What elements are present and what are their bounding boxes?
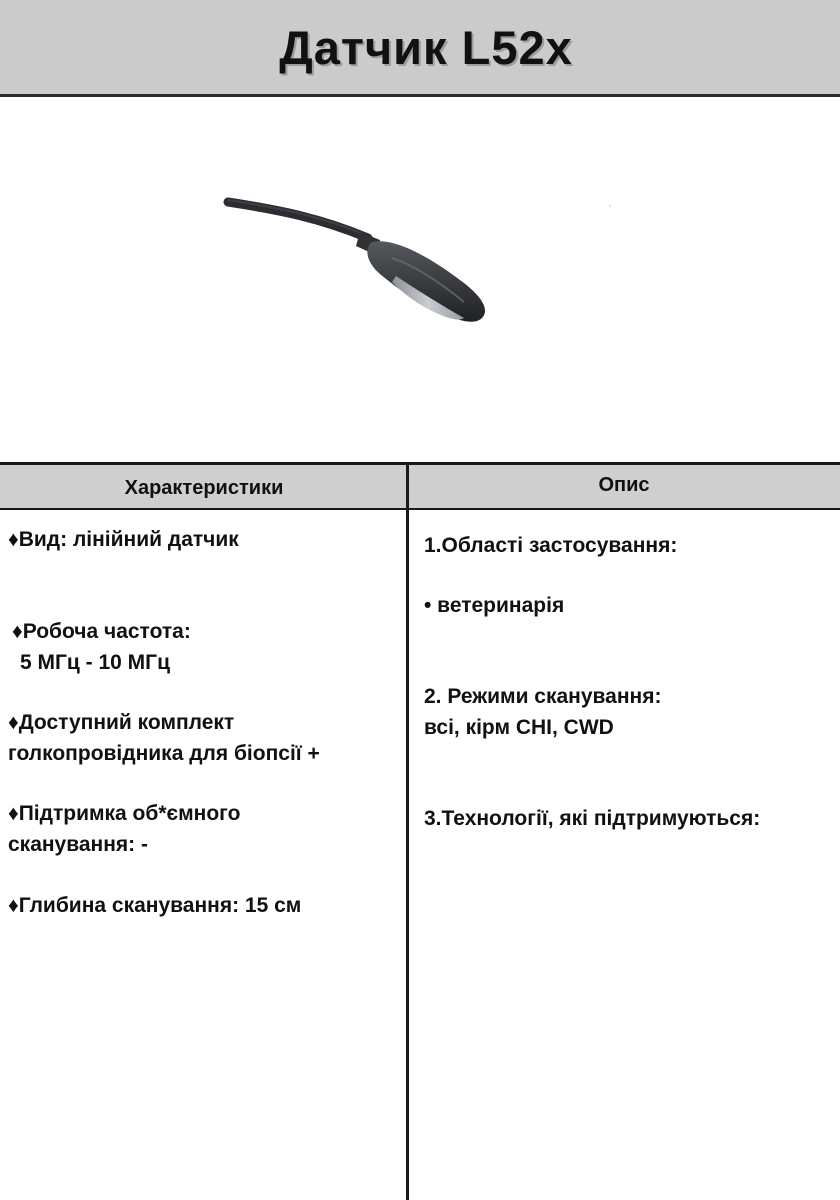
spec-depth: ♦Глибина сканування: 15 см bbox=[8, 894, 302, 917]
desc-modes-value: всі, кірм CHI, CWD bbox=[424, 716, 614, 739]
title-bar bbox=[0, 0, 840, 97]
probe-photo bbox=[220, 180, 520, 340]
header-description: Опис bbox=[408, 462, 840, 510]
page-title: Датчик L52x bbox=[279, 20, 573, 74]
header-characteristics: Характеристики bbox=[0, 462, 408, 510]
spec-type: ♦Вид: лінійний датчик bbox=[8, 528, 239, 551]
desc-applications-title: 1.Області застосування: bbox=[424, 534, 678, 557]
spec-biopsy-line1: ♦Доступний комплект bbox=[8, 711, 235, 734]
spec-volume-line1: ♦Підтримка об*ємного bbox=[8, 802, 241, 825]
spec-volume-line2: сканування: - bbox=[8, 833, 148, 856]
spec-table bbox=[0, 462, 840, 1200]
linear-ultrasound-probe-icon bbox=[220, 180, 520, 340]
spec-frequency-value: 5 МГц - 10 МГц bbox=[20, 651, 170, 674]
spec-biopsy-line2: голкопровідника для біопсії + bbox=[8, 742, 320, 765]
column-divider bbox=[406, 462, 409, 1200]
desc-technologies-title: 3.Технології, які підтримуються: bbox=[424, 807, 761, 830]
desc-applications-item: • ветеринарія bbox=[424, 594, 565, 617]
desc-modes-title: 2. Режими сканування: bbox=[424, 685, 662, 708]
speck bbox=[609, 205, 611, 207]
spec-frequency-label: ♦Робоча частота: bbox=[12, 620, 191, 643]
